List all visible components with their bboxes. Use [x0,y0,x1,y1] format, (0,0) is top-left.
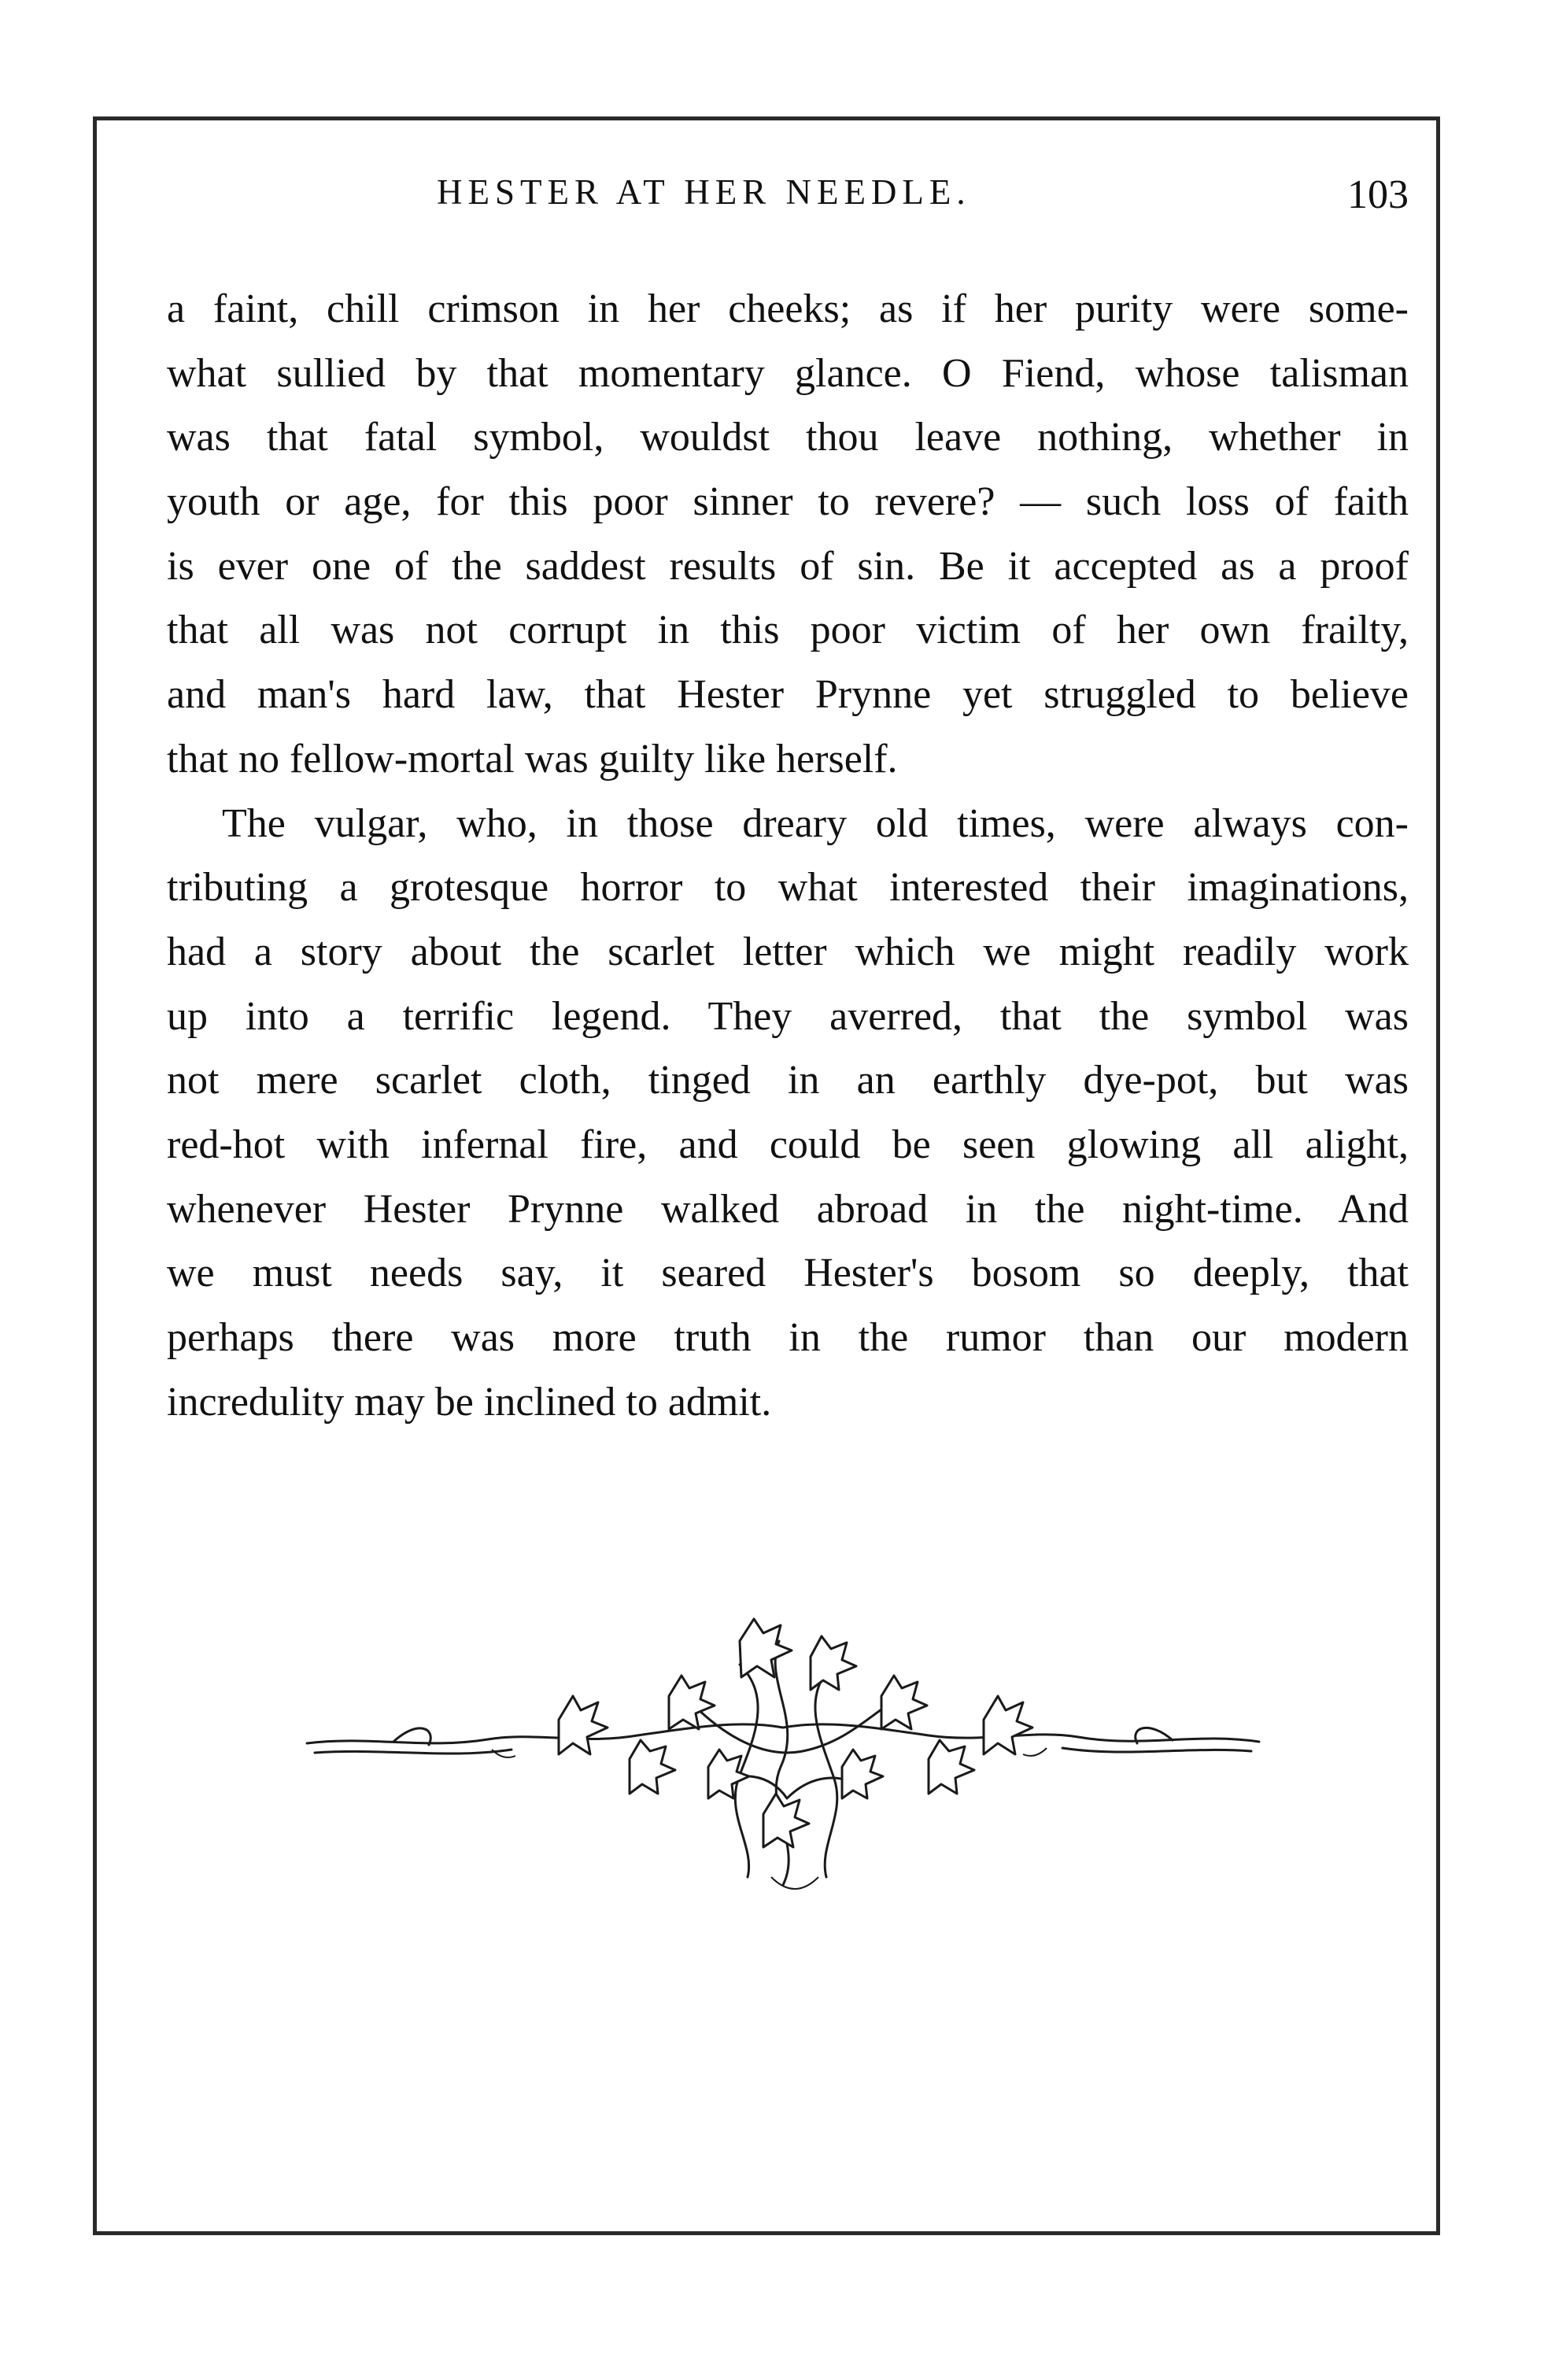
text-line: we must needs say, it seared Hester's bosom so deeply, that [167,1251,1409,1296]
running-head-title: HESTER AT HER NEEDLE. [437,172,971,212]
text-line: not mere scarlet cloth, tinged in an earthly dye-pot, but was [167,1058,1409,1103]
text-line: that no fellow-mortal was guilty like herself. [167,736,898,782]
text-line: is ever one of the saddest results of sin. Be it accepted as a proof [167,543,1409,589]
text-line: was that fatal symbol, wouldst thou leave nothing, whether in [167,415,1409,460]
body-text [167,277,1409,1434]
text-line: whenever Hester Prynne walked abroad in the night-time. And [167,1186,1409,1232]
paragraph-1 [167,277,1409,792]
text-line: red-hot with infernal fire, and could be seen glowing all alight, [167,1122,1409,1167]
text-line: incredulity may be inclined to admit. [167,1379,772,1425]
text-line: up into a terrific legend. They averred, that the symbol was [167,993,1409,1039]
text-line: what sullied by that momentary glance. O Fiend, whose talisman [167,350,1409,396]
text-line: tributing a grotesque horror to what interested their imaginations, [167,865,1409,911]
ivy-vine-ornament-icon [299,1609,1267,1909]
text-line: that all was not corrupt in this poor victim of her own frailty, [167,608,1409,653]
text-line: The vulgar, who, in those dreary old times, were always con- [222,800,1409,846]
page-number: 103 [1347,172,1409,217]
paragraph-2 [167,792,1409,1435]
running-head [165,172,1409,227]
text-line: had a story about the scarlet letter which we might readily work [167,929,1409,974]
text-line: a faint, chill crimson in her cheeks; as if her purity were some- [167,286,1409,331]
text-line: and man's hard law, that Hester Prynne yet struggled to believe [167,672,1409,718]
text-line: youth or age, for this poor sinner to revere? — such loss of faith [167,479,1409,525]
text-line: perhaps there was more truth in the rumor than our modern [167,1315,1409,1360]
